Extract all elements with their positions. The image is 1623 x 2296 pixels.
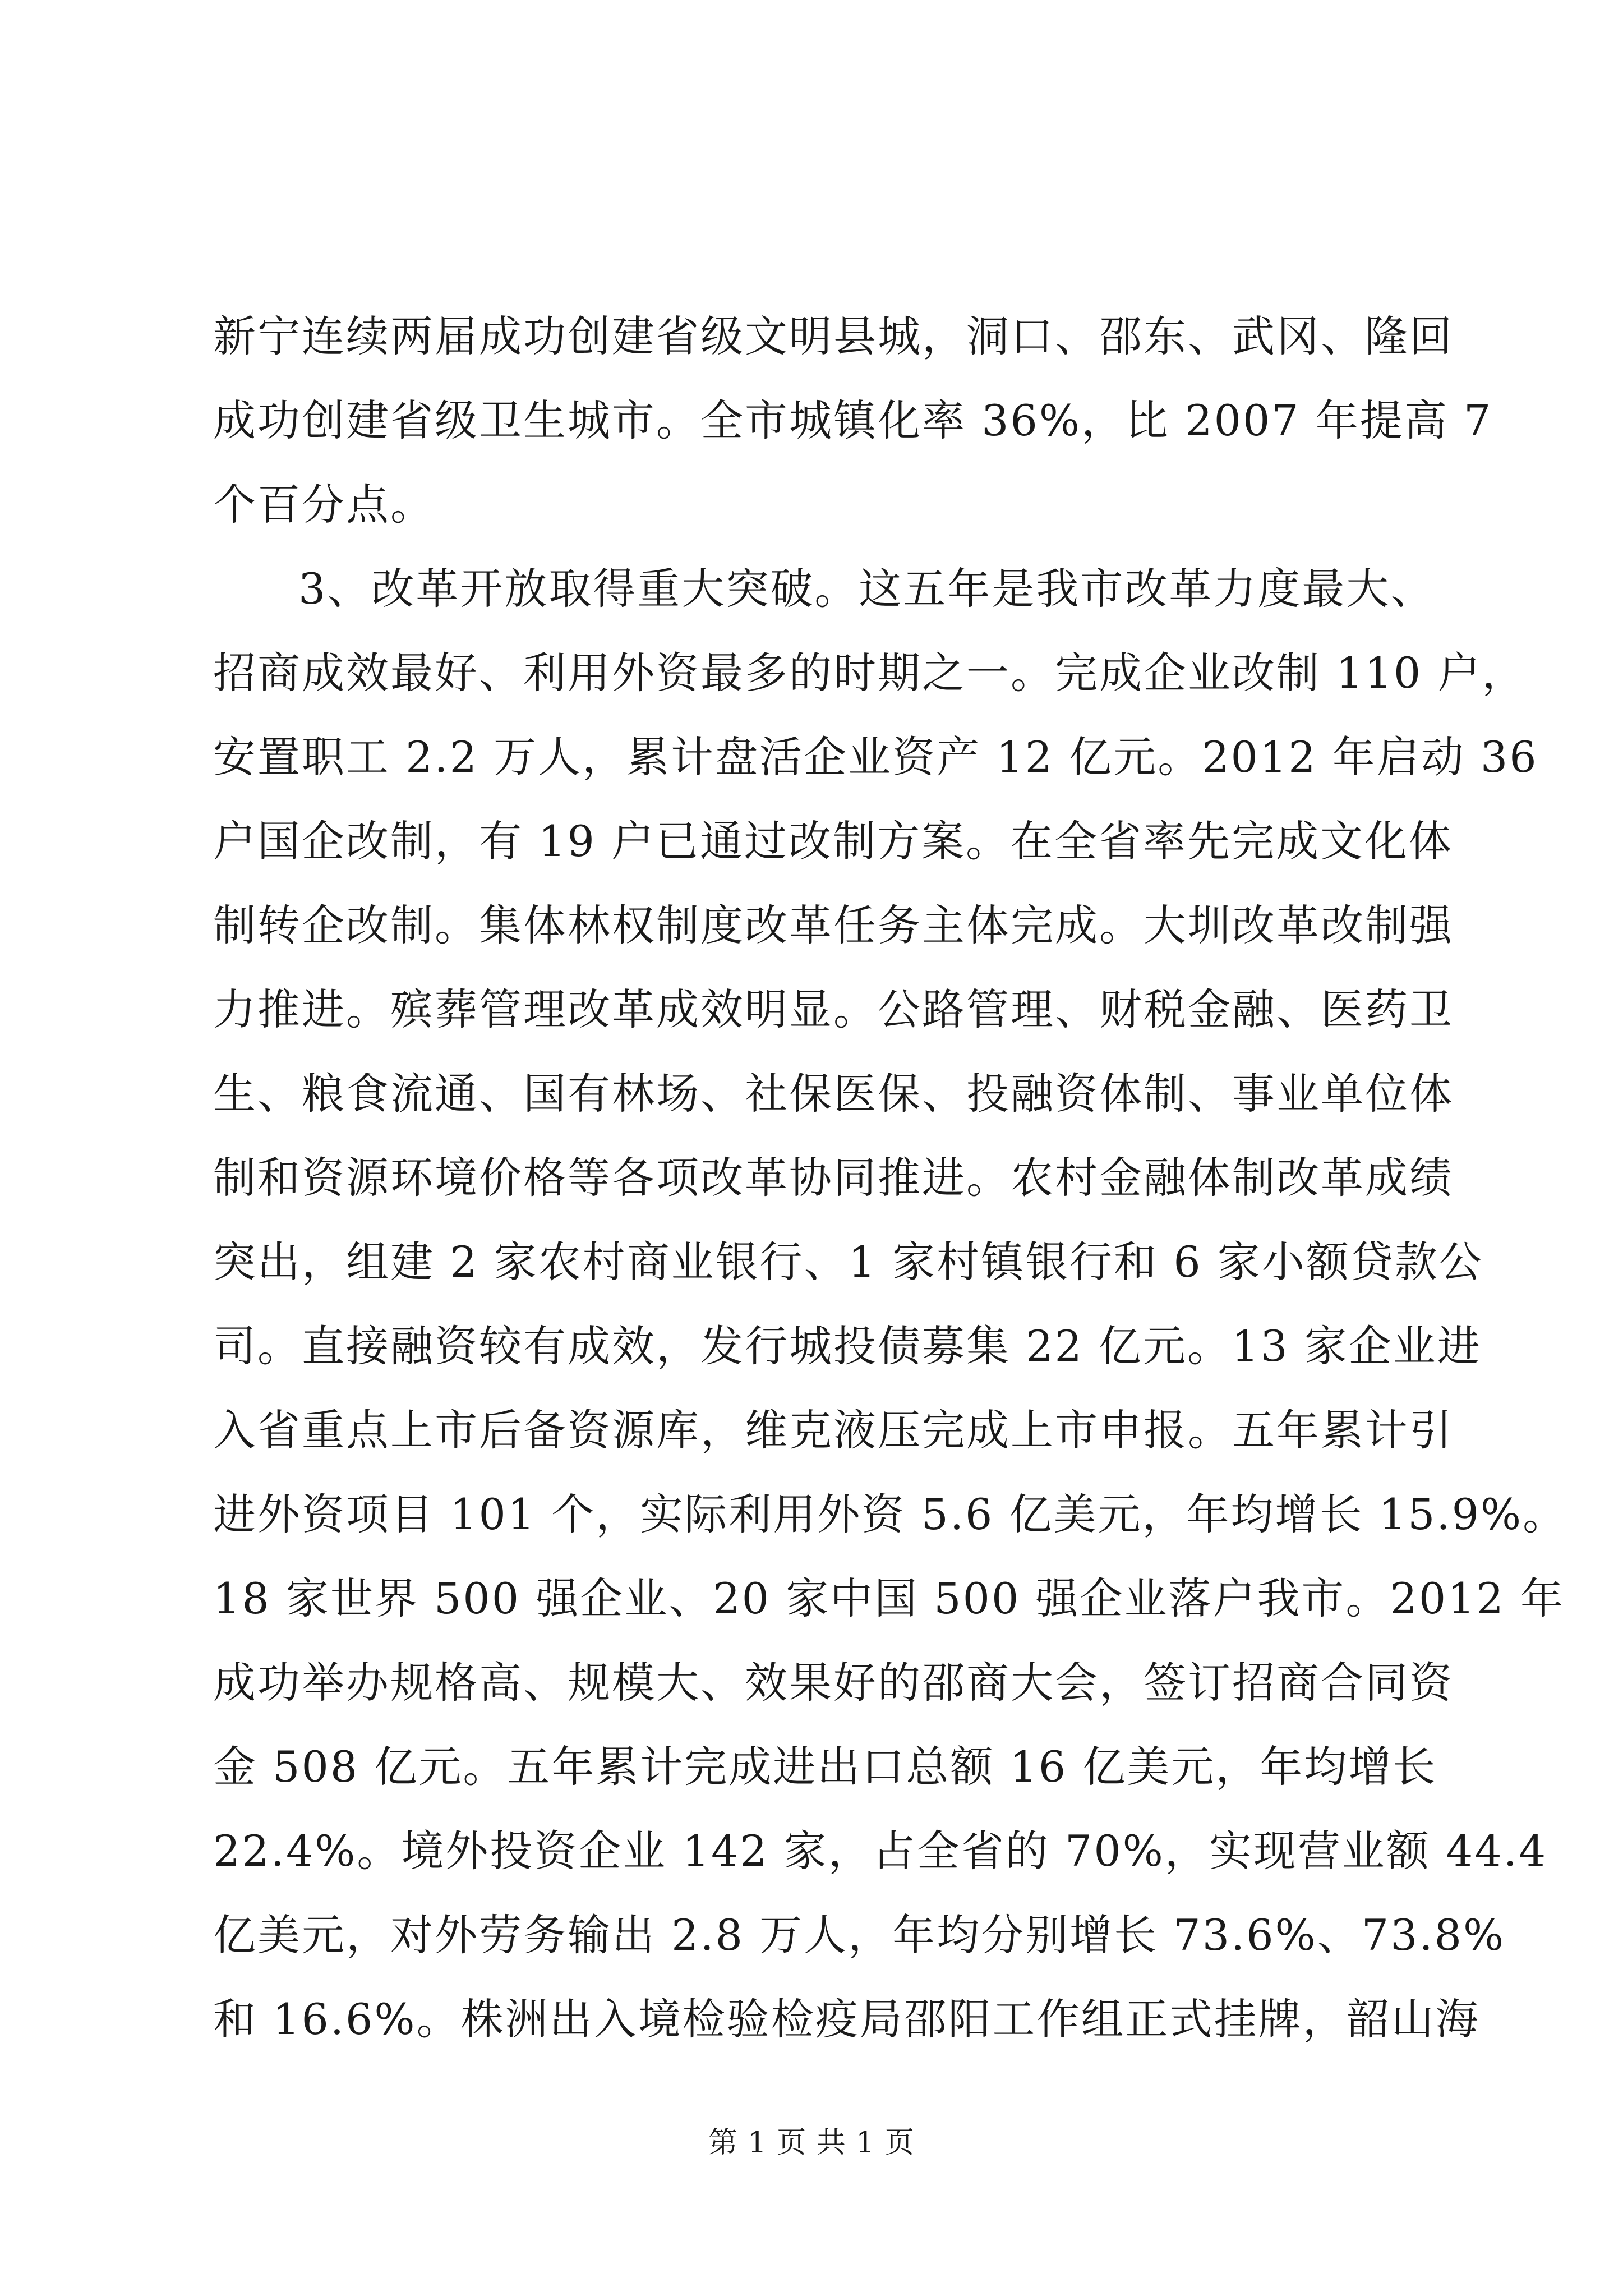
text-line: 安置职工 2.2 万人，累计盘活企业资产 12 亿元。2012 年启动 36	[213, 732, 1538, 782]
page-footer: 第 1 页 共 1 页	[708, 2126, 915, 2160]
paragraph-first-line: 3、改革开放取得重大突破。这五年是我市改革力度最大、	[298, 564, 1435, 614]
text-line: 入省重点上市后备资源库，维克液压完成上市申报。五年累计引	[213, 1405, 1454, 1455]
text-line: 司。直接融资较有成效，发行城投债募集 22 亿元。13 家企业进	[213, 1321, 1482, 1371]
text-line: 新宁连续两届成功创建省级文明县城，洞口、邵东、武冈、隆回	[213, 311, 1454, 361]
text-line: 亿美元，对外劳务输出 2.8 万人，年均分别增长 73.6%、73.8%	[213, 1910, 1506, 1960]
text-line: 制和资源环境价格等各项改革协同推进。农村金融体制改革成绩	[213, 1153, 1454, 1203]
text-line: 生、粮食流通、国有林场、社保医保、投融资体制、事业单位体	[213, 1069, 1454, 1119]
text-line: 22.4%。境外投资企业 142 家，占全省的 70%，实现营业额 44.4	[213, 1826, 1548, 1876]
text-line: 户国企改制，有 19 户已通过改制方案。在全省率先完成文化体	[213, 816, 1454, 866]
text-line: 18 家世界 500 强企业、20 家中国 500 强企业落户我市。2012 年	[213, 1573, 1565, 1623]
text-line: 个百分点。	[213, 480, 435, 530]
document-body	[213, 295, 1567, 2062]
text-line: 进外资项目 101 个，实际利用外资 5.6 亿美元，年均增长 15.9%。	[213, 1489, 1567, 1539]
text-line: 制转企改制。集体林权制度改革任务主体完成。大圳改革改制强	[213, 900, 1454, 950]
text-line: 金 508 亿元。五年累计完成进出口总额 16 亿美元，年均增长	[213, 1742, 1437, 1792]
text-line: 突出，组建 2 家农村商业银行、1 家村镇银行和 6 家小额贷款公	[213, 1237, 1483, 1287]
text-line: 成功举办规格高、规模大、效果好的邵商大会，签订招商合同资	[213, 1658, 1454, 1708]
text-line: 力推进。殡葬管理改革成效明显。公路管理、财税金融、医药卫	[213, 984, 1454, 1034]
text-line: 成功创建省级卫生城市。全市城镇化率 36%，比 2007 年提高 7	[213, 395, 1493, 445]
text-line: 和 16.6%。株洲出入境检验检疫局邵阳工作组正式挂牌，韶山海	[213, 1994, 1480, 2044]
text-line: 招商成效最好、利用外资最多的时期之一。完成企业改制 110 户，	[213, 648, 1527, 698]
